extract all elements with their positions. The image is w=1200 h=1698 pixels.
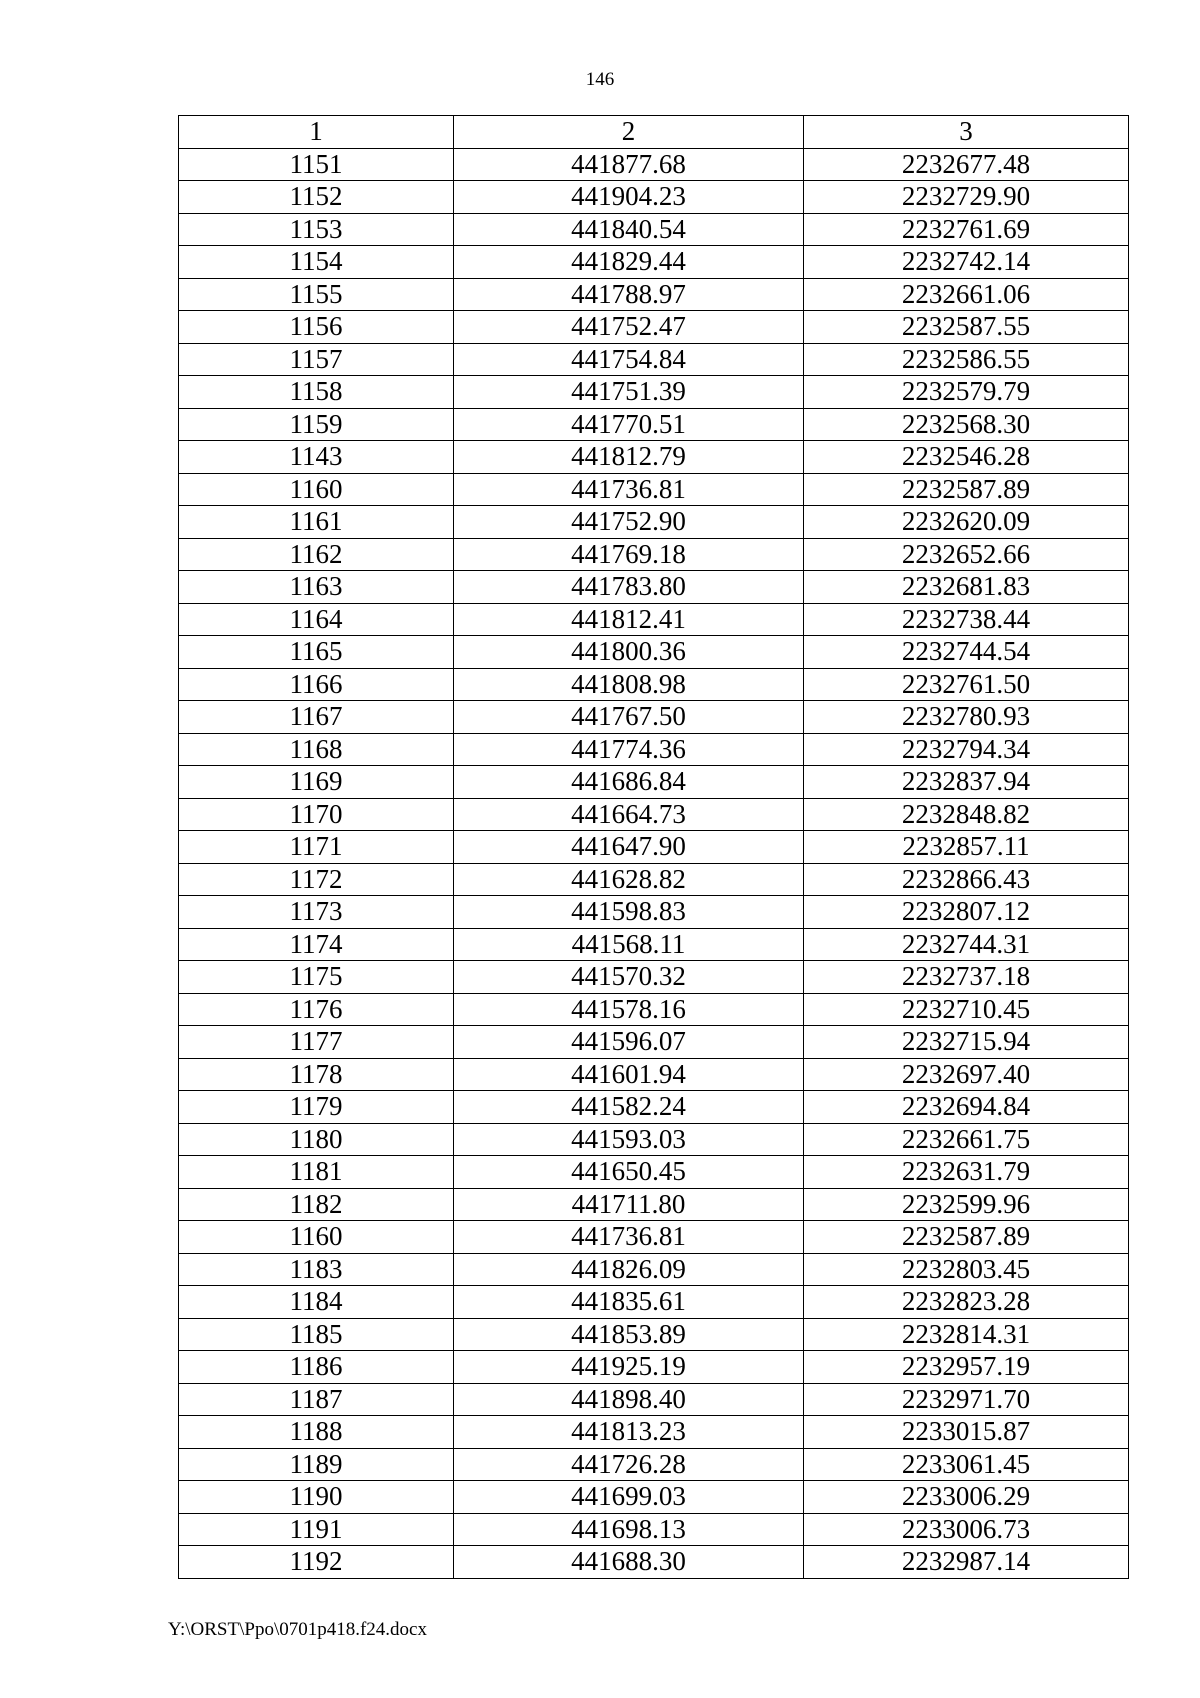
point-number-cell: 1191	[179, 1513, 454, 1546]
table-row	[179, 343, 1129, 376]
point-number-cell: 1178	[179, 1058, 454, 1091]
y-coordinate-cell: 2232737.18	[804, 961, 1129, 994]
y-coordinate-cell: 2232807.12	[804, 896, 1129, 929]
table-row	[179, 766, 1129, 799]
x-coordinate-cell: 441800.36	[454, 636, 804, 669]
x-coordinate-cell: 441664.73	[454, 798, 804, 831]
y-coordinate-cell: 2232568.30	[804, 408, 1129, 441]
point-number-cell: 1161	[179, 506, 454, 539]
table-row	[179, 1156, 1129, 1189]
y-coordinate-cell: 2232857.11	[804, 831, 1129, 864]
header-cell-1: 1	[179, 116, 454, 149]
point-number-cell: 1164	[179, 603, 454, 636]
table-row	[179, 1481, 1129, 1514]
y-coordinate-cell: 2232957.19	[804, 1351, 1129, 1384]
table-row	[179, 1546, 1129, 1579]
table-row	[179, 1091, 1129, 1124]
point-number-cell: 1151	[179, 148, 454, 181]
point-number-cell: 1187	[179, 1383, 454, 1416]
y-coordinate-cell: 2232729.90	[804, 181, 1129, 214]
x-coordinate-cell: 441699.03	[454, 1481, 804, 1514]
point-number-cell: 1184	[179, 1286, 454, 1319]
x-coordinate-cell: 441752.47	[454, 311, 804, 344]
y-coordinate-cell: 2232694.84	[804, 1091, 1129, 1124]
x-coordinate-cell: 441688.30	[454, 1546, 804, 1579]
x-coordinate-cell: 441711.80	[454, 1188, 804, 1221]
x-coordinate-cell: 441808.98	[454, 668, 804, 701]
point-number-cell: 1172	[179, 863, 454, 896]
table-row	[179, 733, 1129, 766]
table-row	[179, 928, 1129, 961]
point-number-cell: 1177	[179, 1026, 454, 1059]
y-coordinate-cell: 2232794.34	[804, 733, 1129, 766]
x-coordinate-cell: 441813.23	[454, 1416, 804, 1449]
x-coordinate-cell: 441835.61	[454, 1286, 804, 1319]
y-coordinate-cell: 2232823.28	[804, 1286, 1129, 1319]
table-body	[179, 148, 1129, 1578]
table-row	[179, 1351, 1129, 1384]
y-coordinate-cell: 2232661.75	[804, 1123, 1129, 1156]
y-coordinate-cell: 2232661.06	[804, 278, 1129, 311]
table-row	[179, 831, 1129, 864]
x-coordinate-cell: 441593.03	[454, 1123, 804, 1156]
y-coordinate-cell: 2233006.73	[804, 1513, 1129, 1546]
point-number-cell: 1171	[179, 831, 454, 864]
point-number-cell: 1175	[179, 961, 454, 994]
point-number-cell: 1170	[179, 798, 454, 831]
x-coordinate-cell: 441596.07	[454, 1026, 804, 1059]
table-row	[179, 1318, 1129, 1351]
table-row	[179, 1286, 1129, 1319]
point-number-cell: 1180	[179, 1123, 454, 1156]
table-row	[179, 181, 1129, 214]
y-coordinate-cell: 2232761.50	[804, 668, 1129, 701]
table-row	[179, 603, 1129, 636]
point-number-cell: 1159	[179, 408, 454, 441]
x-coordinate-cell: 441628.82	[454, 863, 804, 896]
point-number-cell: 1158	[179, 376, 454, 409]
table-row	[179, 1513, 1129, 1546]
y-coordinate-cell: 2232761.69	[804, 213, 1129, 246]
table-row	[179, 798, 1129, 831]
y-coordinate-cell: 2232866.43	[804, 863, 1129, 896]
table-row	[179, 636, 1129, 669]
point-number-cell: 1183	[179, 1253, 454, 1286]
y-coordinate-cell: 2232579.79	[804, 376, 1129, 409]
table-row	[179, 246, 1129, 279]
x-coordinate-cell: 441812.41	[454, 603, 804, 636]
point-number-cell: 1192	[179, 1546, 454, 1579]
table-row	[179, 1253, 1129, 1286]
table-row	[179, 538, 1129, 571]
footer-file-path: Y:\ORST\Ppo\0701p418.f24.docx	[168, 1619, 427, 1640]
y-coordinate-cell: 2232803.45	[804, 1253, 1129, 1286]
table-row	[179, 1448, 1129, 1481]
point-number-cell: 1173	[179, 896, 454, 929]
y-coordinate-cell: 2232586.55	[804, 343, 1129, 376]
x-coordinate-cell: 441752.90	[454, 506, 804, 539]
point-number-cell: 1152	[179, 181, 454, 214]
point-number-cell: 1153	[179, 213, 454, 246]
point-number-cell: 1189	[179, 1448, 454, 1481]
x-coordinate-cell: 441770.51	[454, 408, 804, 441]
table-row	[179, 311, 1129, 344]
x-coordinate-cell: 441601.94	[454, 1058, 804, 1091]
table-row	[179, 701, 1129, 734]
y-coordinate-cell: 2232587.55	[804, 311, 1129, 344]
y-coordinate-cell: 2232738.44	[804, 603, 1129, 636]
y-coordinate-cell: 2232971.70	[804, 1383, 1129, 1416]
y-coordinate-cell: 2232587.89	[804, 473, 1129, 506]
x-coordinate-cell: 441769.18	[454, 538, 804, 571]
x-coordinate-cell: 441826.09	[454, 1253, 804, 1286]
point-number-cell: 1154	[179, 246, 454, 279]
point-number-cell: 1179	[179, 1091, 454, 1124]
point-number-cell: 1186	[179, 1351, 454, 1384]
y-coordinate-cell: 2232780.93	[804, 701, 1129, 734]
y-coordinate-cell: 2232848.82	[804, 798, 1129, 831]
y-coordinate-cell: 2232814.31	[804, 1318, 1129, 1351]
x-coordinate-cell: 441751.39	[454, 376, 804, 409]
point-number-cell: 1160	[179, 1221, 454, 1254]
header-cell-3: 3	[804, 116, 1129, 149]
x-coordinate-cell: 441898.40	[454, 1383, 804, 1416]
table-row	[179, 1221, 1129, 1254]
point-number-cell: 1166	[179, 668, 454, 701]
y-coordinate-cell: 2232652.66	[804, 538, 1129, 571]
x-coordinate-cell: 441568.11	[454, 928, 804, 961]
table-row	[179, 1058, 1129, 1091]
x-coordinate-cell: 441736.81	[454, 1221, 804, 1254]
point-number-cell: 1160	[179, 473, 454, 506]
x-coordinate-cell: 441925.19	[454, 1351, 804, 1384]
y-coordinate-cell: 2233015.87	[804, 1416, 1129, 1449]
x-coordinate-cell: 441829.44	[454, 246, 804, 279]
table-row	[179, 278, 1129, 311]
x-coordinate-cell: 441736.81	[454, 473, 804, 506]
y-coordinate-cell: 2232546.28	[804, 441, 1129, 474]
point-number-cell: 1181	[179, 1156, 454, 1189]
point-number-cell: 1182	[179, 1188, 454, 1221]
point-number-cell: 1167	[179, 701, 454, 734]
x-coordinate-cell: 441788.97	[454, 278, 804, 311]
y-coordinate-cell: 2232677.48	[804, 148, 1129, 181]
table-row	[179, 1026, 1129, 1059]
x-coordinate-cell: 441812.79	[454, 441, 804, 474]
x-coordinate-cell: 441686.84	[454, 766, 804, 799]
x-coordinate-cell: 441570.32	[454, 961, 804, 994]
y-coordinate-cell: 2233061.45	[804, 1448, 1129, 1481]
point-number-cell: 1169	[179, 766, 454, 799]
x-coordinate-cell: 441582.24	[454, 1091, 804, 1124]
table-row	[179, 571, 1129, 604]
y-coordinate-cell: 2232620.09	[804, 506, 1129, 539]
x-coordinate-cell: 441754.84	[454, 343, 804, 376]
y-coordinate-cell: 2232837.94	[804, 766, 1129, 799]
y-coordinate-cell: 2232744.31	[804, 928, 1129, 961]
y-coordinate-cell: 2232587.89	[804, 1221, 1129, 1254]
x-coordinate-cell: 441904.23	[454, 181, 804, 214]
table-row	[179, 896, 1129, 929]
page-number: 146	[585, 69, 615, 90]
x-coordinate-cell: 441840.54	[454, 213, 804, 246]
table-row	[179, 1188, 1129, 1221]
y-coordinate-cell: 2232744.54	[804, 636, 1129, 669]
x-coordinate-cell: 441877.68	[454, 148, 804, 181]
y-coordinate-cell: 2232697.40	[804, 1058, 1129, 1091]
table-row	[179, 993, 1129, 1026]
point-number-cell: 1185	[179, 1318, 454, 1351]
x-coordinate-cell: 441647.90	[454, 831, 804, 864]
y-coordinate-cell: 2232987.14	[804, 1546, 1129, 1579]
table-row	[179, 473, 1129, 506]
point-number-cell: 1163	[179, 571, 454, 604]
point-number-cell: 1190	[179, 1481, 454, 1514]
header-row	[179, 116, 1129, 149]
table-row	[179, 213, 1129, 246]
point-number-cell: 1156	[179, 311, 454, 344]
y-coordinate-cell: 2232710.45	[804, 993, 1129, 1026]
y-coordinate-cell: 2232742.14	[804, 246, 1129, 279]
point-number-cell: 1174	[179, 928, 454, 961]
x-coordinate-cell: 441650.45	[454, 1156, 804, 1189]
table-row	[179, 1383, 1129, 1416]
y-coordinate-cell: 2232715.94	[804, 1026, 1129, 1059]
point-number-cell: 1176	[179, 993, 454, 1026]
y-coordinate-cell: 2232599.96	[804, 1188, 1129, 1221]
table-row	[179, 1416, 1129, 1449]
table-header	[179, 116, 1129, 149]
x-coordinate-cell: 441726.28	[454, 1448, 804, 1481]
x-coordinate-cell: 441578.16	[454, 993, 804, 1026]
table-row	[179, 441, 1129, 474]
x-coordinate-cell: 441698.13	[454, 1513, 804, 1546]
table-row	[179, 863, 1129, 896]
point-number-cell: 1155	[179, 278, 454, 311]
coordinates-table	[178, 115, 1129, 1579]
point-number-cell: 1188	[179, 1416, 454, 1449]
y-coordinate-cell: 2232631.79	[804, 1156, 1129, 1189]
table-row	[179, 376, 1129, 409]
table-row	[179, 961, 1129, 994]
x-coordinate-cell: 441853.89	[454, 1318, 804, 1351]
table-row	[179, 506, 1129, 539]
table-row	[179, 408, 1129, 441]
y-coordinate-cell: 2232681.83	[804, 571, 1129, 604]
x-coordinate-cell: 441783.80	[454, 571, 804, 604]
point-number-cell: 1162	[179, 538, 454, 571]
y-coordinate-cell: 2233006.29	[804, 1481, 1129, 1514]
point-number-cell: 1157	[179, 343, 454, 376]
header-cell-2: 2	[454, 116, 804, 149]
x-coordinate-cell: 441767.50	[454, 701, 804, 734]
table-row	[179, 148, 1129, 181]
point-number-cell: 1165	[179, 636, 454, 669]
table-row	[179, 668, 1129, 701]
point-number-cell: 1143	[179, 441, 454, 474]
x-coordinate-cell: 441774.36	[454, 733, 804, 766]
point-number-cell: 1168	[179, 733, 454, 766]
x-coordinate-cell: 441598.83	[454, 896, 804, 929]
table-row	[179, 1123, 1129, 1156]
